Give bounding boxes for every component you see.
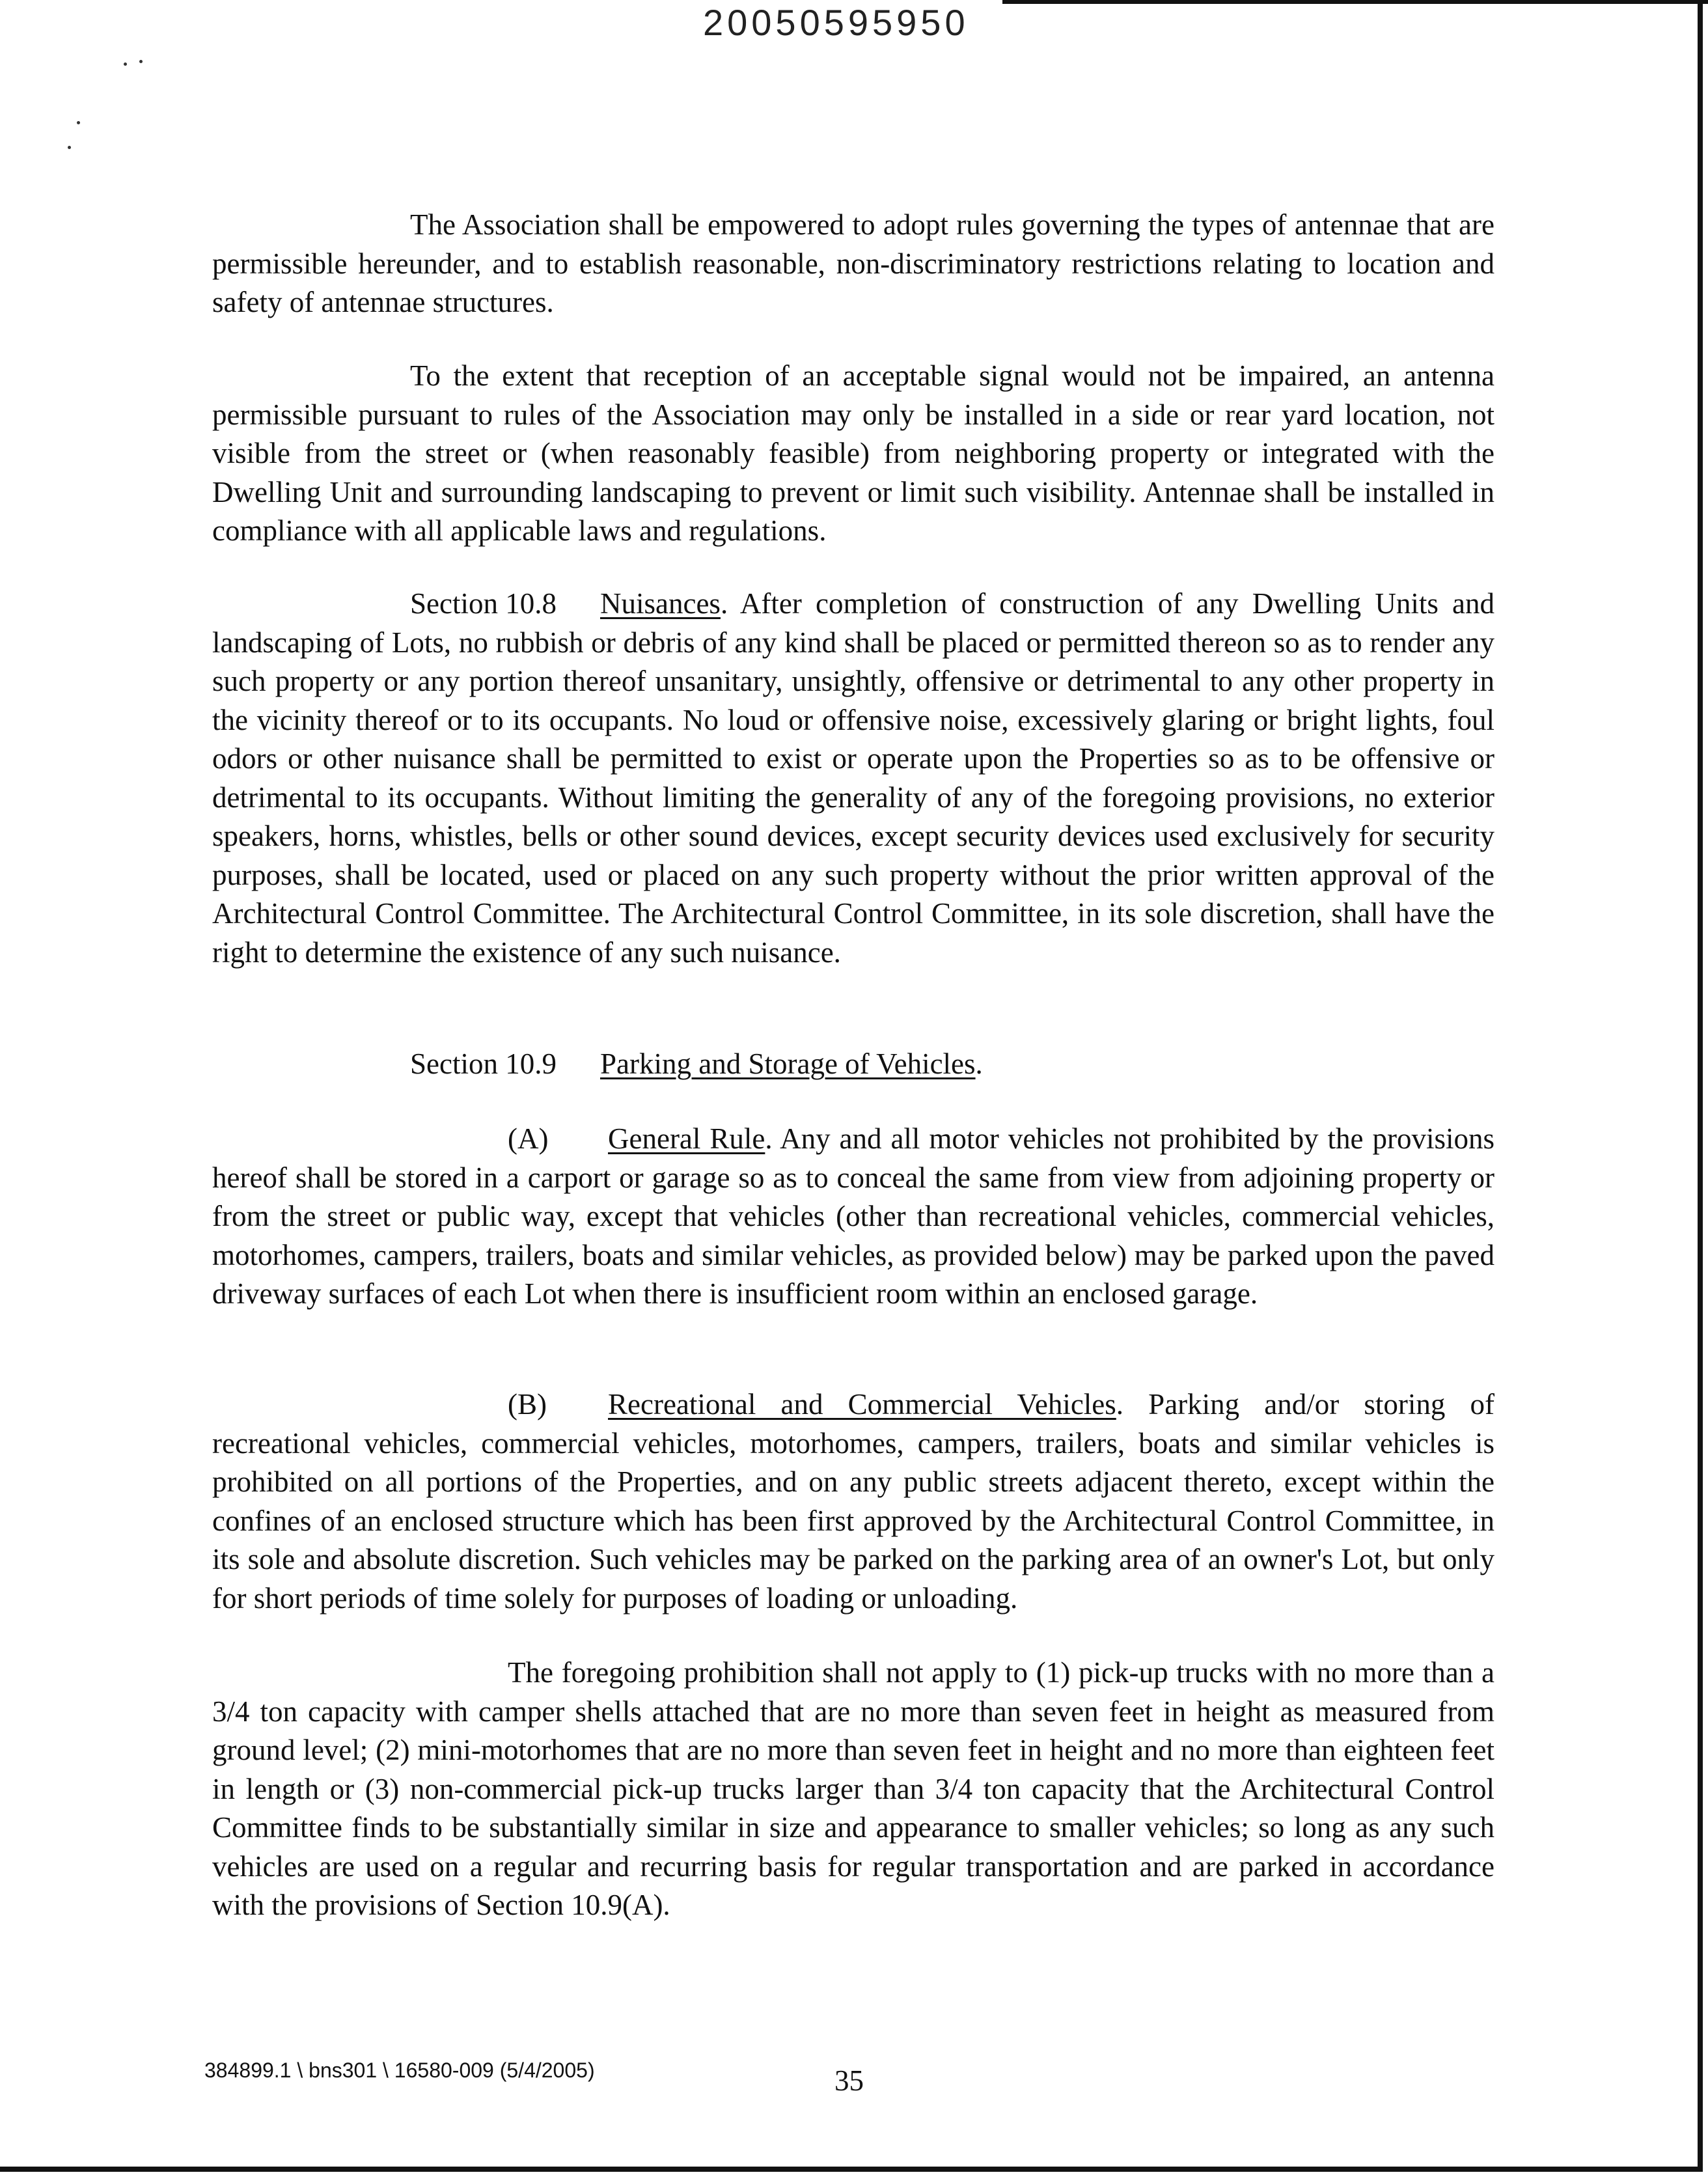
subsection-title-punct: .	[1116, 1388, 1124, 1421]
subsection-label: (A)	[508, 1122, 549, 1155]
subsection-b-paragraph	[212, 1385, 1494, 1618]
subsection-body: Parking and/or storing of recreational vehicles, commercial vehicles, motorhomes, campers, trailers, boats and similar vehicles is prohibited on all portions of the Properties, and on any public streets adjacent thereto, except within the confines of an enclosed structure which has been first approved by the Architectural Control Committee, in its sole and absolute discretion. Such vehicles may be parked on the parking area of an owner's Lot, but only for short periods of time solely for purposes of loading or unloading.	[212, 1388, 1494, 1615]
paragraph-antennae-rules	[212, 206, 1494, 322]
paragraph-text: The Association shall be empowered to adopt rules governing the types of antennae that are permissible hereunder, and to establish reasonable, non-discriminatory restrictions relating to location and safety of antennae structures.	[212, 208, 1494, 318]
paragraph-foregoing-prohibition	[212, 1654, 1494, 1925]
scan-speck	[139, 60, 143, 63]
document-number: 20050595950	[703, 2, 969, 43]
scan-speck	[77, 121, 80, 124]
section-label: Section 10.8	[410, 587, 557, 620]
section-title: Parking and Storage of Vehicles	[600, 1047, 976, 1080]
scan-speck	[68, 146, 71, 149]
footer-file-id: 384899.1 \ bns301 \ 16580-009 (5/4/2005)	[204, 2059, 595, 2082]
section-title-punct: .	[720, 587, 728, 620]
section-title-punct: .	[975, 1047, 983, 1080]
subsection-title-punct: .	[765, 1122, 773, 1155]
paragraph-antennae-location	[212, 357, 1494, 551]
page-number: 35	[834, 2064, 864, 2097]
section-body: After completion of construction of any Dwelling Units and landscaping of Lots, no rubbish or debris of any kind shall be placed or permitted thereon so as to render any such property or any portion thereof unsanitary, unsightly, offensive or detrimental to any other property in the vicinity thereof or to its occupants. No loud or offensive noise, excessively glaring or bright lights, foul odors or other nuisance shall be permitted to exist or operate upon the Properties so as to be offensive or detrimental to its occupants. Without limiting the generality of any of the foregoing provisions, no exterior speakers, horns, whistles, bells or other sound devices, except security devices used exclusively for security purposes, shall be located, used or placed on any such property without the prior written approval of the Architectural Control Committee. The Architectural Control Committee, in its sole discretion, shall have the right to determine the existence of any such nuisance.	[212, 587, 1494, 969]
section-10-8-paragraph	[212, 585, 1494, 972]
section-title: Nuisances	[600, 587, 721, 620]
subsection-title: General Rule	[608, 1122, 765, 1155]
subsection-a	[212, 1120, 1494, 1314]
subsection-title: Recreational and Commercial Vehicles	[608, 1388, 1116, 1421]
subsection-a-paragraph	[212, 1120, 1494, 1314]
paragraph-text: To the extent that reception of an acceptable signal would not be impaired, an antenna permissible pursuant to rules of the Association may only be installed in a side or rear yard location, not visible from the street or (when reasonably feasible) from neighboring property or integrated with the Dwelling Unit and surrounding landscaping to prevent or limit such visibility. Antennae shall be installed in compliance with all applicable laws and regulations.	[212, 359, 1494, 547]
subsection-b	[212, 1385, 1494, 1618]
paragraph-text: The foregoing prohibition shall not apply to (1) pick-up trucks with no more than a 3/4 ton capacity with camper shells attached that are no more than seven feet in height as measured from ground level; (2) mini-motorhomes that are no more than seven feet in height and no more than eighteen feet in length or (3) non-commercial pick-up trucks larger than 3/4 ton capacity that the Architectural Control Committee finds to be substantially similar in size and appearance to smaller vehicles; so long as any such vehicles are used on a regular and recurring basis for regular transportation and are parked in accordance with the provisions of Section 10.9(A).	[212, 1656, 1494, 1921]
subsection-label: (B)	[508, 1388, 547, 1421]
section-10-9-heading	[212, 1045, 1494, 1084]
section-heading	[212, 1045, 1494, 1084]
scan-speck	[124, 62, 127, 66]
section-10-8	[212, 585, 1494, 972]
scan-top-edge	[1002, 0, 1708, 4]
subsection-body: Any and all motor vehicles not prohibited by the provisions hereof shall be stored in a carport or garage so as to conceal the same from view from adjoining property or from the street or public way, except that vehicles (other than recreational vehicles, commercial vehicles, motorhomes, campers, trailers, boats and similar vehicles, as provided below) may be parked upon the paved driveway surfaces of each Lot when there is insufficient room within an enclosed garage.	[212, 1122, 1494, 1310]
section-label: Section 10.9	[410, 1047, 557, 1080]
